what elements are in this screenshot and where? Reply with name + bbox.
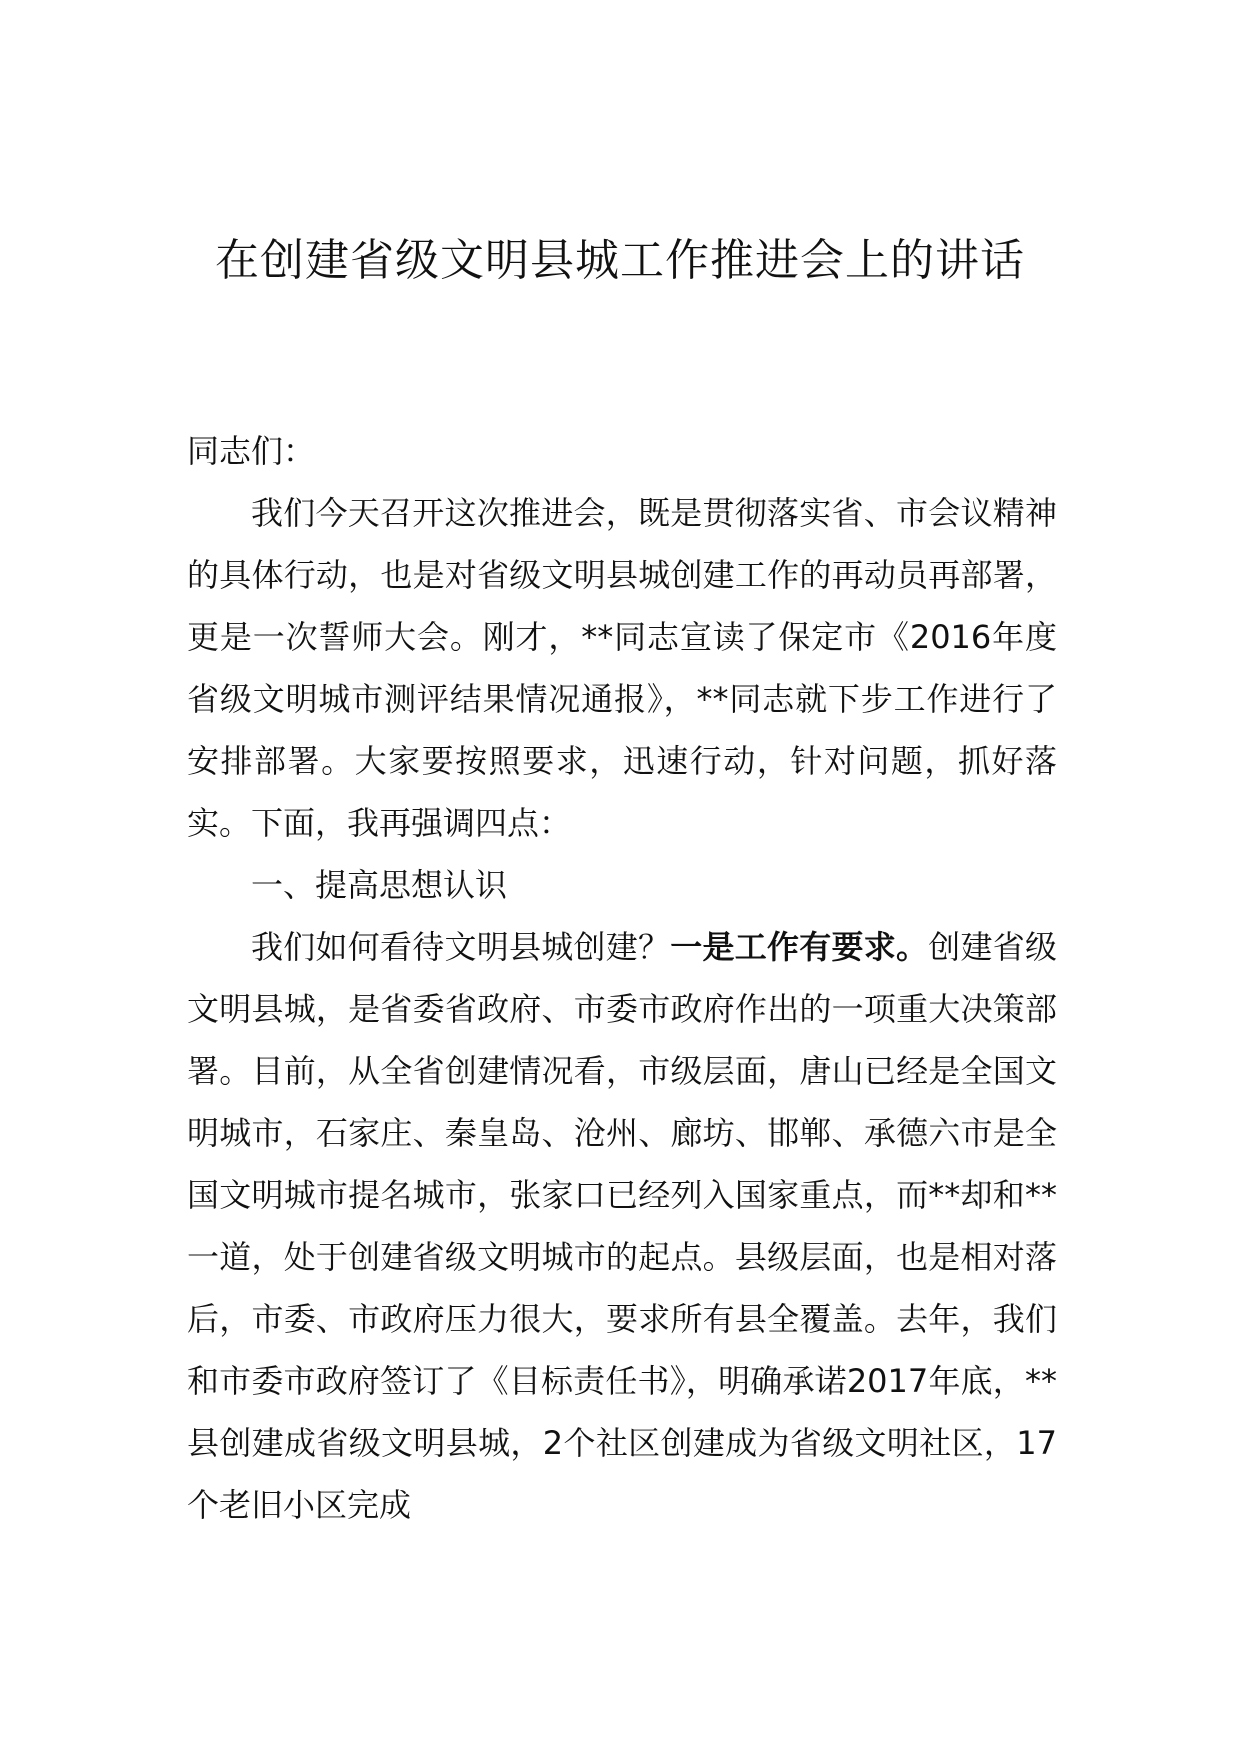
document-title: 在创建省级文明县城工作推进会上的讲话 (215, 235, 1025, 286)
paragraph: 我们今天召开这次推进会，既是贯彻落实省、市会议精神的具体行动，也是对省级文明县城创建工作的再动员再部署，更是一次誓师大会。刚才，**同志宣读了保定市《2016年度省级文明城市测评结果情况通报》，**同志就下步工作进行了安排部署。大家要按照要求，迅速行动，针对问题，抓好落实。下面，我再强调四点： (187, 494, 1057, 842)
paragraph-bold-point: 一是工作有要求。 (670, 928, 929, 966)
salutation: 同志们： (187, 432, 316, 470)
paragraph (187, 916, 1057, 1536)
paragraph-lead: 我们如何看待文明县城创建？ (251, 928, 671, 966)
document-body (187, 420, 1057, 1536)
section-heading: 一、提高思想认识 (251, 866, 508, 904)
paragraph-rest: 创建省级文明县城，是省委省政府、市委市政府作出的一项重大决策部署。目前，从全省创建情况看，市级层面，唐山已经是全国文明城市，石家庄、秦皇岛、沧州、廊坊、邯郸、承德六市是全国文明城市提名城市，张家口已经列入国家重点，而**却和**一道，处于创建省级文明城市的起点。县级层面，也是相对落后，市委、市政府压力很大，要求所有县全覆盖。去年，我们和市委市政府签订了《目标责任书》，明确承诺2017年底，**县创建成省级文明县城，2个社区创建成为省级文明社区，17个老旧小区完成 (187, 928, 1057, 1524)
